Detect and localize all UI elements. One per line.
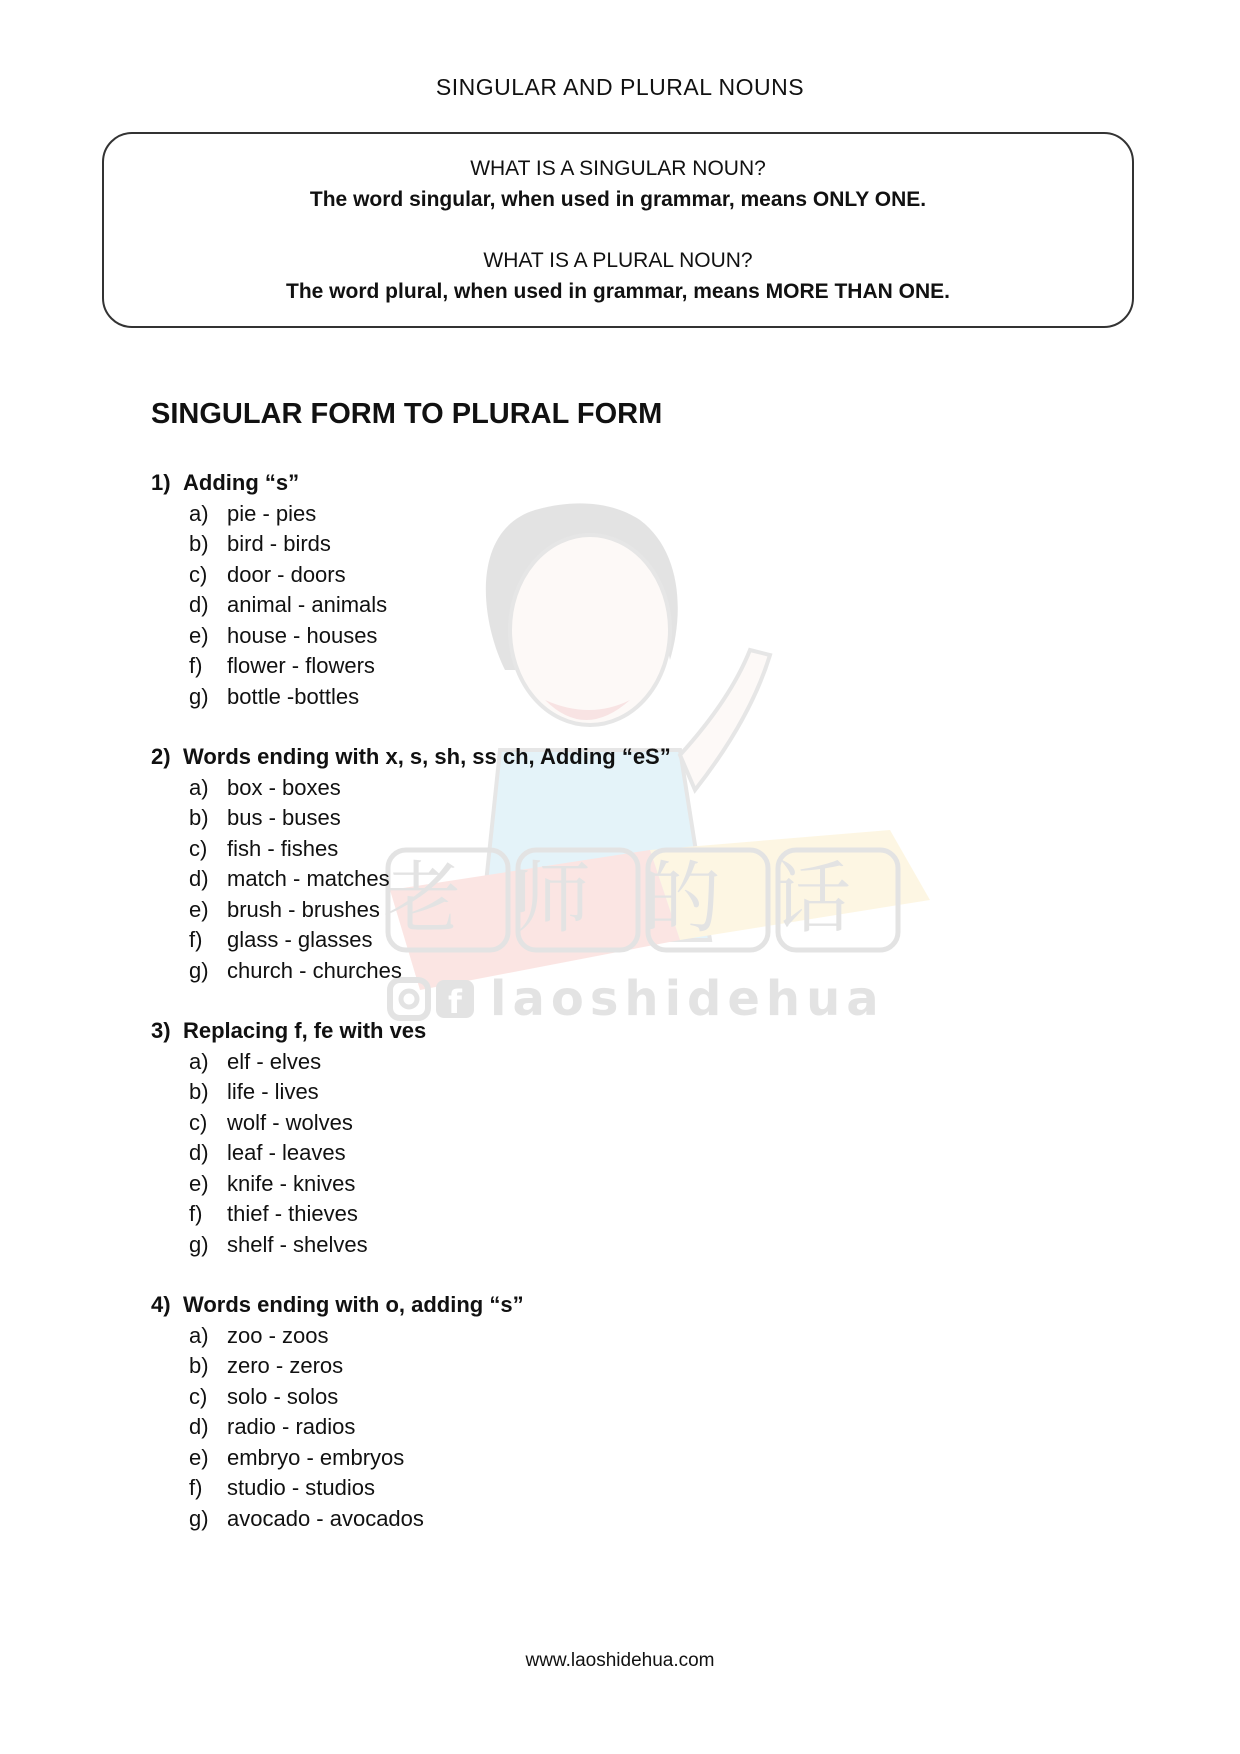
page-title: SINGULAR AND PLURAL NOUNS — [435, 74, 805, 100]
list-item-text: bird - birds — [227, 531, 331, 556]
list-item-text: solo - solos — [227, 1383, 339, 1409]
list-item-text: zoo - zoos — [227, 1322, 329, 1348]
list-item — [151, 803, 671, 834]
list-item-text: flower - flowers — [227, 653, 375, 678]
rule-title-text: Adding “s” — [183, 470, 300, 495]
list-item-text: shelf - shelves — [227, 1231, 368, 1257]
list-item — [151, 895, 671, 926]
rule-group — [151, 1016, 671, 1260]
plural-answer: The word plural, when used in grammar, means MORE THAN ONE. — [286, 280, 950, 303]
list-item — [151, 1108, 671, 1139]
list-item-letter: e) — [189, 896, 209, 922]
list-item — [151, 864, 671, 895]
footer-url: www.laoshidehua.com — [525, 1650, 715, 1671]
rule-number: 1) — [151, 470, 171, 495]
rule-group — [151, 468, 671, 712]
rule-title-text: Words ending with x, s, sh, ss ch, Adding “eS” — [183, 744, 671, 769]
list-item — [151, 1047, 671, 1078]
list-item-letter: g) — [189, 1231, 209, 1257]
list-item-letter: c) — [189, 835, 208, 861]
list-item — [151, 1382, 671, 1413]
list-item-text: life - lives — [227, 1079, 319, 1104]
rule-group — [151, 1290, 671, 1534]
list-item-text: elf - elves — [227, 1048, 322, 1074]
list-item-letter: b) — [189, 805, 209, 830]
list-item — [151, 834, 671, 865]
list-item-letter: e) — [189, 1444, 209, 1470]
list-item — [151, 621, 671, 652]
list-item-text: studio - studios — [227, 1475, 375, 1500]
list-item — [151, 956, 671, 987]
list-item-letter: g) — [189, 1505, 209, 1531]
list-item-text: church - churches — [227, 957, 402, 983]
list-item-letter: c) — [189, 1383, 208, 1409]
list-item-letter: d) — [189, 592, 209, 617]
list-item-letter: b) — [189, 1353, 209, 1378]
list-item-letter: g) — [189, 683, 209, 709]
list-item — [151, 529, 671, 560]
list-item-text: house - houses — [227, 622, 378, 648]
list-item-letter: f) — [189, 927, 203, 952]
list-item — [151, 773, 671, 804]
list-item — [151, 1351, 671, 1382]
rule-number: 2) — [151, 744, 171, 769]
list-item-letter: b) — [189, 531, 209, 556]
list-item-text: fish - fishes — [227, 835, 339, 861]
list-item-letter: a) — [189, 774, 209, 800]
rule-title-text: Words ending with o, adding “s” — [183, 1292, 524, 1317]
list-item — [151, 1138, 671, 1169]
list-item — [151, 1230, 671, 1261]
list-item-text: bus - buses — [227, 805, 341, 830]
rules-list — [151, 468, 671, 1564]
list-item — [151, 499, 671, 530]
list-item-letter: e) — [189, 622, 209, 648]
definition-box — [102, 132, 1134, 328]
list-item — [151, 560, 671, 591]
list-item-text: embryo - embryos — [227, 1444, 405, 1470]
rule-number: 3) — [151, 1018, 171, 1043]
rule-group-title — [151, 742, 671, 773]
list-item-text: wolf - wolves — [227, 1109, 353, 1135]
list-item-text: door - doors — [227, 561, 346, 587]
list-item-text: knife - knives — [227, 1170, 356, 1196]
list-item-letter: a) — [189, 1322, 209, 1348]
watermark-handle: laoshidehua — [490, 971, 885, 1027]
list-item — [151, 682, 671, 713]
list-item — [151, 590, 671, 621]
section-heading: SINGULAR FORM TO PLURAL FORM — [151, 398, 663, 430]
rule-group-title — [151, 1016, 671, 1047]
rule-group — [151, 742, 671, 986]
list-item-letter: c) — [189, 561, 208, 587]
list-item-text: bottle -bottles — [227, 683, 360, 709]
list-item — [151, 925, 671, 956]
list-item — [151, 1077, 671, 1108]
singular-answer: The word singular, when used in grammar, means ONLY ONE. — [309, 188, 927, 211]
list-item — [151, 1443, 671, 1474]
list-item-letter: c) — [189, 1109, 208, 1135]
list-item-text: glass - glasses — [227, 927, 373, 952]
list-item-letter: d) — [189, 1140, 209, 1165]
list-item — [151, 651, 671, 682]
rule-number: 4) — [151, 1292, 171, 1317]
list-item-text: pie - pies — [227, 500, 317, 526]
plural-question: WHAT IS A PLURAL NOUN? — [483, 249, 753, 272]
list-item-text: brush - brushes — [227, 896, 380, 922]
list-item-text: box - boxes — [227, 774, 341, 800]
svg-text:老师的话: 老师的话 — [382, 854, 904, 944]
list-item-letter: d) — [189, 866, 209, 891]
list-item — [151, 1473, 671, 1504]
svg-text:f: f — [448, 983, 462, 1021]
list-item-text: avocado - avocados — [227, 1505, 424, 1531]
list-item-letter: f) — [189, 1475, 203, 1500]
list-item-text: leaf - leaves — [227, 1140, 346, 1165]
list-item — [151, 1199, 671, 1230]
list-item-letter: f) — [189, 1201, 203, 1226]
list-item-text: thief - thieves — [227, 1201, 358, 1226]
singular-question: WHAT IS A SINGULAR NOUN? — [470, 157, 766, 180]
list-item-text: zero - zeros — [227, 1353, 344, 1378]
list-item-letter: d) — [189, 1414, 209, 1439]
list-item-letter: g) — [189, 957, 209, 983]
list-item — [151, 1504, 671, 1535]
list-item-text: animal - animals — [227, 592, 388, 617]
list-item-letter: f) — [189, 653, 203, 678]
list-item-letter: b) — [189, 1079, 209, 1104]
list-item-text: radio - radios — [227, 1414, 356, 1439]
list-item-letter: a) — [189, 500, 209, 526]
list-item-text: match - matches — [227, 866, 390, 891]
list-item — [151, 1412, 671, 1443]
list-item — [151, 1169, 671, 1200]
list-item-letter: e) — [189, 1170, 209, 1196]
rule-group-title — [151, 468, 671, 499]
list-item-letter: a) — [189, 1048, 209, 1074]
list-item — [151, 1321, 671, 1352]
rule-group-title — [151, 1290, 671, 1321]
rule-title-text: Replacing f, fe with ves — [183, 1018, 427, 1043]
